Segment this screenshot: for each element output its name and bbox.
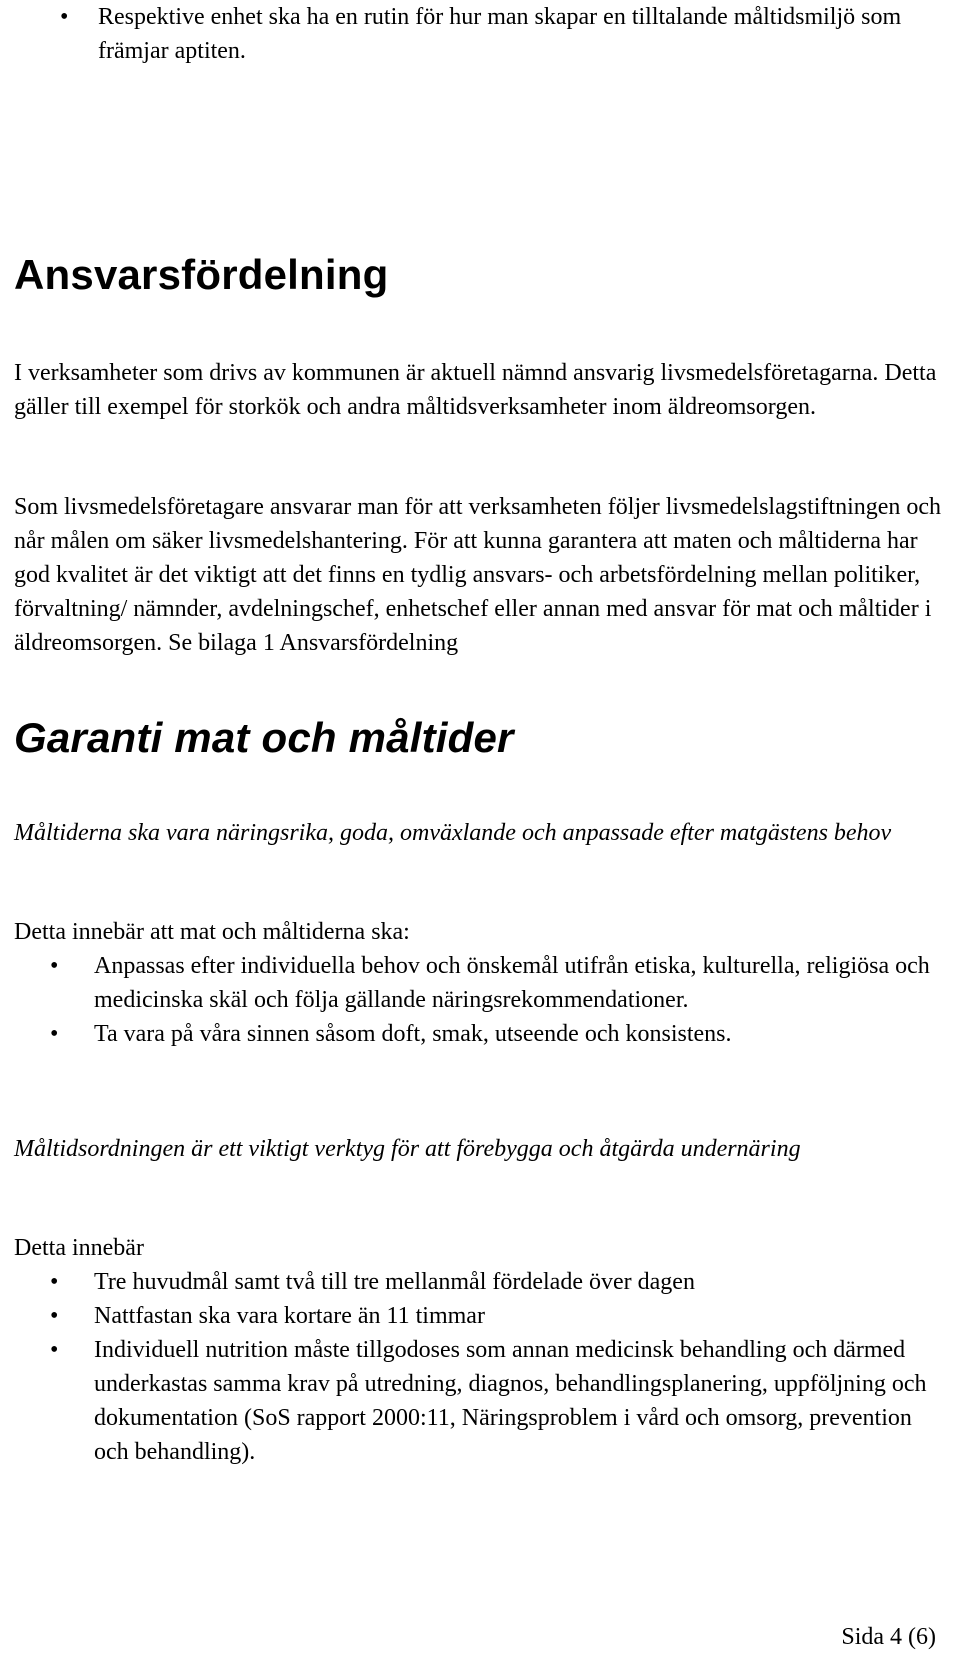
section-heading-garanti: Garanti mat och måltider bbox=[14, 714, 514, 761]
list-item-text: Nattfastan ska vara kortare än 11 timmar bbox=[94, 1303, 485, 1329]
list-item-text: Respektive enhet ska ha en rutin för hur man skapar en tilltalande måltidsmiljö som främjar aptiten. bbox=[98, 4, 902, 64]
bullet-icon: • bbox=[50, 953, 59, 979]
list-item bbox=[60, 0, 940, 68]
bullet-icon: • bbox=[60, 4, 69, 30]
bullet-icon: • bbox=[50, 1337, 59, 1363]
bullet-list-1 bbox=[50, 949, 940, 1051]
list-item bbox=[50, 949, 940, 1017]
intro-text-1: Detta innebär att mat och måltiderna ska: bbox=[14, 919, 410, 945]
list-item bbox=[50, 1299, 940, 1333]
top-bullet-list bbox=[60, 0, 940, 68]
list-item-text: Anpassas efter individuella behov och önskemål utifrån etiska, kulturella, religiösa och medicinska skäl och följa gällande näringsrekommendationer. bbox=[94, 953, 930, 1013]
list-item-text: Ta vara på våra sinnen såsom doft, smak, utseende och konsistens. bbox=[94, 1021, 732, 1047]
bullet-icon: • bbox=[50, 1021, 59, 1047]
list-item bbox=[50, 1265, 940, 1299]
section-heading-ansvar: Ansvarsfördelning bbox=[14, 251, 389, 298]
subheading-maltider: Måltiderna ska vara näringsrika, goda, omväxlande och anpassade efter matgästens behov bbox=[14, 820, 892, 846]
list-item bbox=[50, 1333, 940, 1469]
subheading-maltidsordning: Måltidsordningen är ett viktigt verktyg för att förebygga och åtgärda undernäring bbox=[14, 1136, 801, 1162]
bullet-icon: • bbox=[50, 1269, 59, 1295]
list-item-text: Individuell nutrition måste tillgodoses som annan medicinsk behandling och därmed underkastas samma krav på utredning, diagnos, behandlingsplanering, uppföljning och dokumentation (SoS rapport 2000:11, Näringsproblem i vård och omsorg, prevention och behandling). bbox=[94, 1337, 927, 1465]
bullet-icon: • bbox=[50, 1303, 59, 1329]
paragraph-ansvar-2: Som livsmedelsföretagare ansvarar man för att verksamheten följer livsmedelslagstiftningen och når målen om säker livsmedelshantering. För att kunna garantera att maten och måltiderna har god kvalitet är det viktigt att det finns en tydlig ansvars- och arbetsfördelning mellan politiker, förvaltning/ nämnder, avdelningschef, enhetschef eller annan med ansvar för mat och måltider i äldreomsorgen. Se bilaga 1 Ansvarsfördelning bbox=[14, 494, 942, 656]
list-item bbox=[50, 1017, 940, 1051]
intro-text-2: Detta innebär bbox=[14, 1235, 144, 1261]
paragraph-ansvar-1: I verksamheter som drivs av kommunen är aktuell nämnd ansvarig livsmedelsföretagarna. Detta gäller till exempel för storkök och andra måltidsverksamheter inom äldreomsorgen. bbox=[14, 360, 937, 420]
list-item-text: Tre huvudmål samt två till tre mellanmål fördelade över dagen bbox=[94, 1269, 695, 1295]
bullet-list-2 bbox=[50, 1265, 940, 1469]
page-number: Sida 4 (6) bbox=[841, 1624, 936, 1650]
